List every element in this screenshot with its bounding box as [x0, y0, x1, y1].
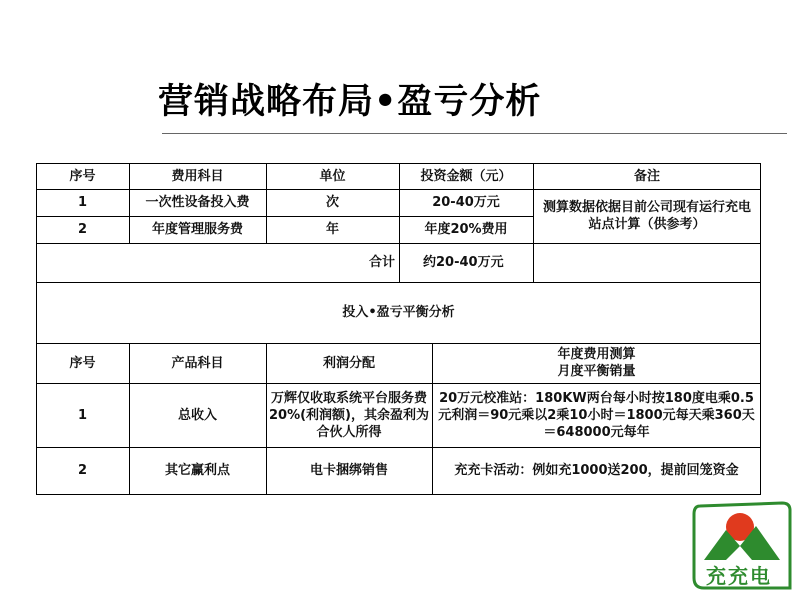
t2-row1-calc: 20万元校准站：180KW两台每小时按180度电乘0.5元利润＝90元乘以2乘10小时＝1800元每天乘360天＝648000元每年 [438, 390, 755, 440]
t1-header-item: 费用科目 [171, 168, 224, 184]
t2-row1-profit: 万辉仅收取系统平台服务费20%(利润额)，其余盈利为合伙人所得 [269, 390, 429, 440]
table-border-left [36, 163, 37, 495]
t1-col-rule-2 [266, 163, 267, 243]
t1-col-rule-3 [399, 163, 400, 282]
t1-row1-item: 一次性设备投入费 [145, 195, 250, 210]
section-title: 投入•盈亏平衡分析 [342, 305, 455, 320]
t1-row2-item: 年度管理服务费 [151, 222, 243, 237]
t2-row1-no: 1 [77, 407, 88, 423]
t1-header-amount: 投资金额（元） [420, 168, 512, 184]
t2-row1-item: 总收入 [177, 407, 217, 423]
t1-col-rule-4 [533, 163, 534, 282]
section-rule [36, 343, 761, 344]
t1-row2-amount: 年度20%费用 [424, 222, 508, 237]
t1-header-remark: 备注 [633, 168, 660, 184]
title-divider [162, 133, 787, 134]
t1-header-no: 序号 [69, 168, 96, 184]
table-border-right [760, 163, 761, 495]
t2-header-no: 序号 [69, 355, 96, 371]
t1-row2-no: 2 [77, 222, 88, 237]
t2-col-rule-2 [266, 343, 267, 494]
t1-col-rule-1 [129, 163, 130, 243]
t1-rule-total [36, 282, 761, 283]
t1-rule-row1 [36, 216, 533, 217]
t1-total-value: 约20-40万元 [423, 255, 504, 270]
t2-header-item: 产品科目 [171, 355, 224, 371]
brand-logo [690, 500, 796, 590]
t1-remark: 测算数据依据目前公司现有运行充电站点计算（供参考） [542, 200, 751, 232]
t2-row2-profit: 电卡捆绑销售 [309, 463, 388, 478]
t2-col-rule-1 [129, 343, 130, 494]
t2-header-calc: 年度费用测算 月度平衡销量 [557, 347, 636, 379]
page-title: 营销战略布局•盈亏分析 [158, 82, 542, 122]
t2-header-profit: 利润分配 [322, 355, 375, 371]
t2-rule-row1 [36, 447, 761, 448]
t2-col-rule-3 [432, 343, 433, 494]
t1-header-unit: 单位 [319, 168, 346, 184]
t2-row2-item: 其它赢利点 [164, 463, 230, 478]
logo-text: 充充电 [706, 564, 772, 588]
t1-row2-unit: 年 [325, 222, 339, 237]
t1-row1-unit: 次 [325, 195, 339, 210]
table-border-bottom [36, 494, 761, 495]
t2-row2-no: 2 [77, 463, 88, 478]
t1-total-label: 合计 [368, 255, 395, 270]
t1-row1-amount: 20-40万元 [432, 195, 500, 210]
t2-row2-calc: 充充卡活动：例如充1000送200，提前回笼资金 [454, 463, 739, 478]
t2-rule-header [36, 383, 761, 384]
t1-row1-no: 1 [77, 195, 88, 210]
